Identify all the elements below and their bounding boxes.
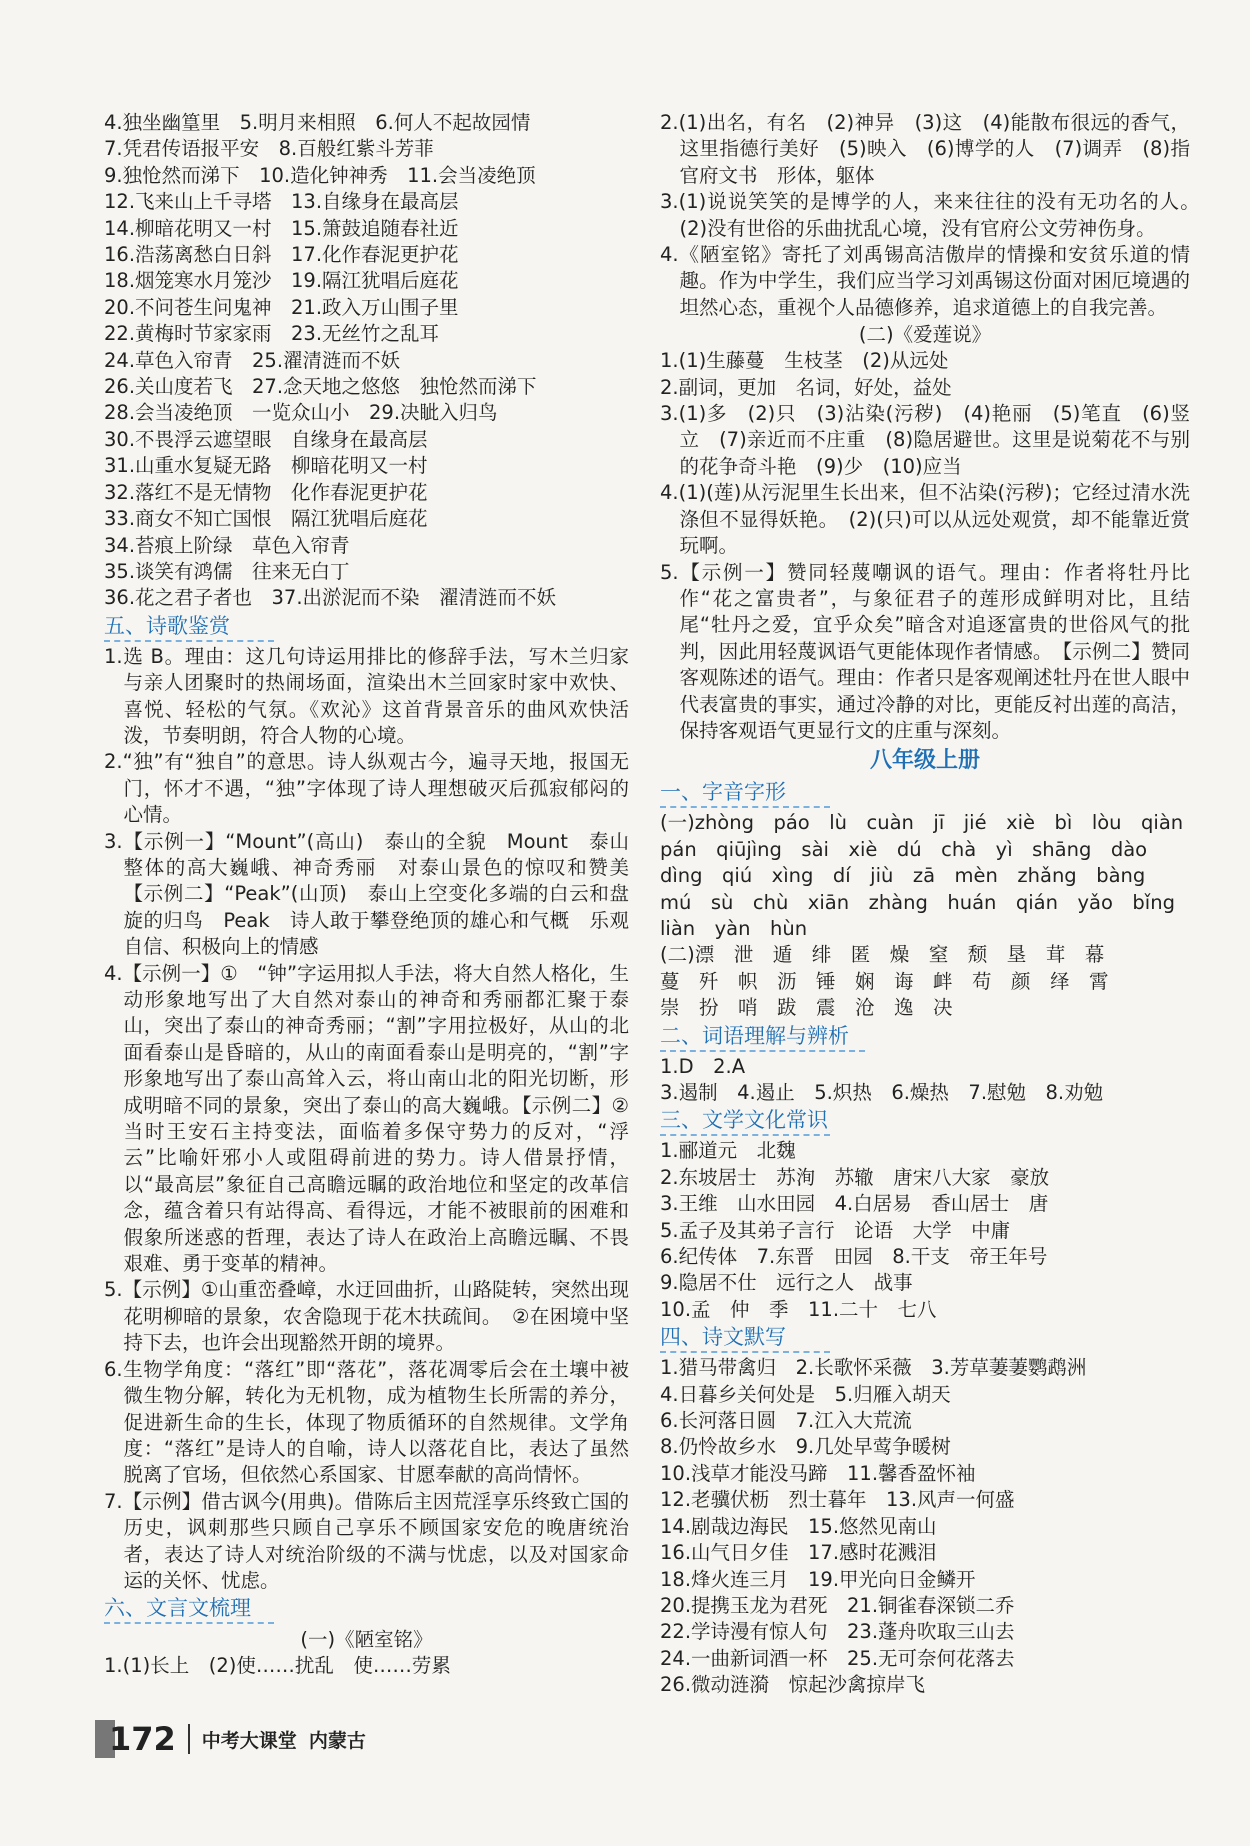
answer-line: 32.落红不是无情物 化作春泥更护花 <box>104 480 428 504</box>
answer-line: 1.郦道元 北魏 <box>660 1139 796 1163</box>
answer-paragraph: 3.【示例一】“Mount”(高山) 泰山的全貌 Mount 泰山整体的高大巍峨、神奇秀丽 对泰山景色的惊叹和赞美【示例二】“Peak”(山顶) 泰山上空变化多端的白云和盘旋的归鸟 Peak 诗人敢于攀登绝顶的雄心和气概 乐观自信、积极向上的情感 <box>104 829 629 959</box>
answer-line: 33.商女不知亡国恨 隔江犹唱后庭花 <box>104 507 428 531</box>
footer-divider <box>188 1724 190 1754</box>
pinyin-line: liàn yàn hùn <box>660 916 808 940</box>
region-label: 内蒙古 <box>308 1729 366 1752</box>
subsection-title-loushiming: (一)《陋室铭》 <box>300 1628 433 1652</box>
character-answers <box>660 942 1190 1021</box>
answer-line: 1.(1)长上 (2)使……扰乱 使……劳累 <box>104 1654 451 1678</box>
answer-line: 7.凭君传语报平安 8.百般红紫斗芳菲 <box>104 137 434 161</box>
answer-line: 18.烟笼寒水月笼沙 19.隔江犹唱后庭花 <box>104 269 459 293</box>
answer-paragraph: 4.【示例一】① “钟”字运用拟人手法，将大自然人格化，生动形象地写出了大自然对泰山的神奇和秀丽都汇聚于泰山，突出了泰山的神奇秀丽；“割”字用拉极好，从山的北面看泰山是昏暗的，从山的南面看泰山是明亮的，“割”字形象地写出了泰山高耸入云，将山南山北的阳光切断，形成明暗不同的景象，突出了泰山的高大巍峨。【示例二】② 当时王安石主持变法，面临着多保守势力的反对，“浮云”比喻奸邪小人或阻碍前进的势力。诗人借景抒情，以“最高层”象征自己高瞻远瞩的政治地位和坚定的改革信念，蕴含着只有站得高、看得远，才能不被眼前的困难和假象所迷惑的哲理，表达了诗人在政治上高瞻远瞩、不畏艰难、勇于变革的精神。 <box>104 961 649 1276</box>
pinyin-line: mú sù chù xiān zhàng huán qián yǎo bǐng <box>660 890 1175 914</box>
character-line: 崇 扮 哨 跋 震 沧 逸 决 <box>660 996 953 1020</box>
left-column <box>104 110 649 1680</box>
answer-line: 24.草色入帘青 25.濯清涟而不妖 <box>104 348 401 372</box>
answer-paragraph: 7.【示例】借古讽今(用典)。借陈后主因荒淫享乐终致亡国的历史，讽刺那些只顾自己享乐不顾国家安危的晚唐统治者，表达了诗人对统治阶级的不满与忧虑，以及对国家命运的关怀、忧虑。 <box>104 1489 629 1592</box>
pinyin-line: (一)zhòng páo lù cuàn jī jié xiè bì lòu qiàn <box>660 811 1184 835</box>
answer-line: 35.谈笑有鸿儒 往来无白丁 <box>104 559 350 583</box>
answer-line: 1.D 2.A <box>660 1054 746 1078</box>
answer-line: 22.学诗漫有惊人句 23.蓬舟吹取三山去 <box>660 1620 1015 1644</box>
pinyin-line: pán qiūjìng sài xiè dú chà yì shāng dào <box>660 837 1148 861</box>
answer-line: 26.微动涟漪 惊起沙禽掠岸飞 <box>660 1673 926 1697</box>
answer-paragraph: 4.(1)(莲)从污泥里生长出来，但不沾染(污秽)；它经过清水洗涤但不显得妖艳。 (2)(只)可以从远处观赏，却不能靠近赏玩啊。 <box>660 481 1190 558</box>
answer-line: 14.剧哉边海民 15.悠然见南山 <box>660 1514 937 1538</box>
answer-line: 3.王维 山水田园 4.白居易 香山居士 唐 <box>660 1192 1049 1216</box>
section-title-poetry-appreciation: 五、诗歌鉴赏 <box>104 613 274 642</box>
answer-line: 8.仍怜故乡水 9.几处早莺争暖树 <box>660 1435 951 1459</box>
section-title-recitation: 四、诗文默写 <box>660 1324 830 1353</box>
poetry-appreciation-answers <box>104 644 649 1595</box>
loushiming-answers <box>660 110 1210 321</box>
answer-paragraph: 1.选 B。理由：这几句诗运用排比的修辞手法，写木兰归家与亲人团聚时的热闹场面，渲染出木兰回家时家中欢快、喜悦、轻松的气氛。《欢沁》这首背景音乐的曲风欢快活泼，节奏明朗，符合人物的心境。 <box>104 644 629 747</box>
answer-line: 16.浩荡离愁白日斜 17.化作春泥更护花 <box>104 243 459 267</box>
answer-paragraph: 6.生物学角度：“落红”即“落花”，落花凋零后会在土壤中被微生物分解，转化为无机物，成为植物生长所需的养分，促进新生命的生长，体现了物质循环的自然规律。文学角度：“落红”是诗人的自喻，诗人以落花自比，表达了虽然脱离了官场，但依然心系国家、甘愿奉献的高尚情怀。 <box>104 1357 629 1487</box>
answer-line: 26.关山度若飞 27.念天地之悠悠 独怆然而涕下 <box>104 375 537 399</box>
answer-line: 36.花之君子者也 37.出淤泥而不染 濯清涟而不妖 <box>104 586 557 610</box>
answer-line: 16.山气日夕佳 17.感时花溅泪 <box>660 1541 937 1565</box>
answer-line: 9.隐居不仕 远行之人 战事 <box>660 1271 913 1295</box>
section-title-literary-knowledge: 三、文学文化常识 <box>660 1107 830 1136</box>
literary-knowledge-answers <box>660 1138 1190 1323</box>
answer-paragraph: 3.(1)多 (2)只 (3)沾染(污秽) (4)艳丽 (5)笔直 (6)竖立 (7)亲近而不庄重 (8)隐居避世。这里是说菊花不与别的花争奇斗艳 (9)少 (10)应当 <box>660 402 1190 478</box>
answer-line: 9.独怆然而涕下 10.造化钟神秀 11.会当凌绝顶 <box>104 163 536 187</box>
answer-line: 4.日暮乡关何处是 5.归雁入胡天 <box>660 1382 951 1406</box>
answer-line: 24.一曲新词酒一杯 25.无可奈何花落去 <box>660 1646 1015 1670</box>
answer-line: 28.会当凌绝顶 一览众山小 29.决眦入归鸟 <box>104 401 498 425</box>
answer-paragraph: 2.“独”有“独自”的意思。诗人纵观古今，遍寻天地，报国无门，怀才不遇，“独”字体现了诗人理想破灭后孤寂郁闷的心情。 <box>104 750 629 827</box>
answer-line: 6.长河落日圆 7.江入大荒流 <box>660 1409 912 1433</box>
answer-line: 5.孟子及其弟子言行 论语 大学 中庸 <box>660 1218 1011 1242</box>
section-title-classical-chinese: 六、文言文梳理 <box>104 1595 274 1624</box>
character-line: 蔓 歼 帜 沥 锤 娴 诲 衅 苟 颜 绎 霄 <box>660 969 1109 993</box>
book-title: 中考大课堂 <box>201 1729 297 1752</box>
recitation-answers <box>660 1355 1190 1698</box>
answer-line: 20.提携玉龙为君死 21.铜雀春深锁二乔 <box>660 1593 1015 1617</box>
character-line: (二)漂 泄 遁 绯 匿 燥 窒 颓 垦 茸 幕 <box>660 943 1105 967</box>
answer-line: 20.不问苍生问鬼神 21.政入万山围子里 <box>104 295 459 319</box>
grade-title: 八年级上册 <box>869 748 980 774</box>
answer-paragraph: 2.副词，更加 名词，好处，益处 <box>660 375 952 399</box>
answer-line: 14.柳暗花明又一村 15.箫鼓追随春社近 <box>104 216 459 240</box>
answer-line: 6.纪传体 7.东晋 田园 8.干支 帝王年号 <box>660 1245 1048 1269</box>
answer-line: 3.遏制 4.遏止 5.炽热 6.燥热 7.慰勉 8.劝勉 <box>660 1081 1104 1104</box>
answer-paragraph: 4.《陋室铭》寄托了刘禹锡高洁傲岸的情操和安贫乐道的情趣。作为中学生，我们应当学习刘禹锡这份面对困厄境遇的坦然心态，重视个人品德修养，追求道德上的自我完善。 <box>660 243 1190 319</box>
answer-paragraph: 3.(1)说说笑笑的是博学的人，来来往往的没有无功名的人。 (2)没有世俗的乐曲扰乱心境，没有官府公文劳神伤身。 <box>660 190 1210 240</box>
answer-line: 12.飞来山上千寻塔 13.自缘身在最高层 <box>104 190 459 214</box>
section-title-vocabulary: 二、词语理解与辨析 <box>660 1023 865 1052</box>
answer-paragraph: 5.【示例】①山重峦叠嶂，水迂回曲折，山路陡转，突然出现花明柳暗的景象，农舍隐现于花木扶疏间。 ②在困境中坚持下去，也许会出现豁然开朗的境界。 <box>104 1278 629 1355</box>
pinyin-line: dìng qiú xìng dí jiù zā mèn zhǎng bàng <box>660 864 1146 888</box>
answer-paragraph: 2.(1)出名，有名 (2)神异 (3)这 (4)能散布很远的香气，这里指德行美好 (5)映入 (6)博学的人 (7)调弄 (8)指官府文书 形体，躯体 <box>660 111 1190 187</box>
section-title-pronunciation: 一、字音字形 <box>660 779 830 808</box>
answer-line: 1.猎马带禽归 2.长歌怀采薇 3.芳草萋萋鹦鹉洲 <box>660 1356 1087 1380</box>
answer-paragraph: 1.(1)生藤蔓 生枝茎 (2)从远处 <box>660 349 949 373</box>
answer-line: 31.山重水复疑无路 柳暗花明又一村 <box>104 454 428 478</box>
page-footer <box>95 1720 366 1758</box>
answer-paragraph: 5.【示例一】赞同轻蔑嘲讽的语气。理由：作者将牡丹比作“花之富贵者”，与象征君子的莲形成鲜明对比，且结尾“牡丹之爱，宜乎众矣”暗含对追逐富贵的世俗风气的批判，因此用轻蔑讽语气更能体现作者情感。 【示例二】赞同客观陈述的语气。理由：作者只是客观阐述牡丹在世人眼中代表富贵的事实，通过冷静的对比，更能反衬出莲的高洁，保持客观语气更显行文的庄重与深刻。 <box>660 560 1190 742</box>
ailianshuo-answers <box>660 348 1190 744</box>
vocabulary-answers <box>660 1054 1190 1107</box>
answer-line: 30.不畏浮云遮望眼 自缘身在最高层 <box>104 427 428 451</box>
answer-line: 34.苔痕上阶绿 草色入帘青 <box>104 533 350 557</box>
right-column <box>660 110 1210 1699</box>
answer-line: 10.孟 仲 季 11.二十 七八 <box>660 1297 937 1321</box>
answer-line: 2.东坡居士 苏洵 苏辙 唐宋八大家 豪放 <box>660 1165 1050 1189</box>
answer-line: 22.黄梅时节家家雨 23.无丝竹之乱耳 <box>104 322 440 346</box>
answer-line: 10.浅草才能没马蹄 11.馨香盈怀袖 <box>660 1461 976 1485</box>
answer-line: 4.独坐幽篁里 5.明月来相照 6.何人不起故园情 <box>104 111 531 134</box>
recitation-list-continued <box>104 110 629 612</box>
page-number: 172 <box>95 1720 176 1758</box>
pinyin-answers <box>660 810 1190 942</box>
subsection-title-ailianshuo: (二)《爱莲说》 <box>858 323 992 347</box>
answer-line: 18.烽火连三月 19.甲光向日金鳞开 <box>660 1567 976 1591</box>
answer-line: 12.老骥伏枥 烈士暮年 13.风声一何盛 <box>660 1488 1015 1512</box>
